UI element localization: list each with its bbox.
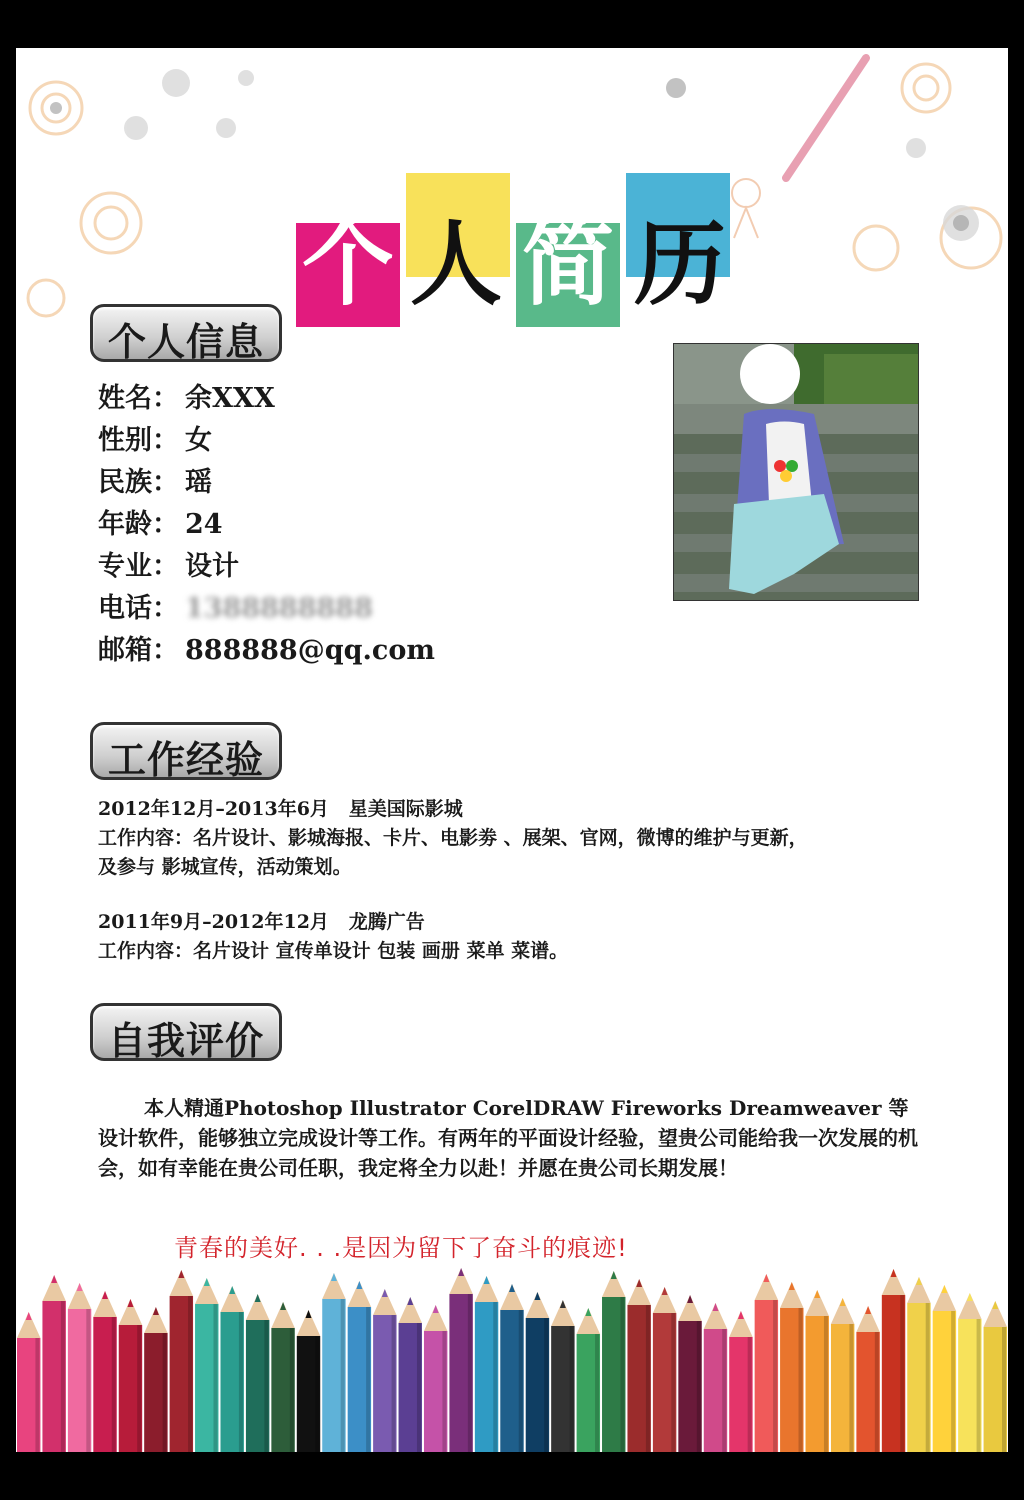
pencil [500, 1284, 523, 1452]
info-row-major: 专业： 设计 [98, 551, 239, 582]
pencil [475, 1276, 498, 1452]
info-row-name: 姓名： 余XXX [98, 383, 275, 414]
pencil [271, 1302, 294, 1452]
pencil [195, 1278, 218, 1452]
slogan: 青春的美好. . .是因为留下了奋斗的痕迹! [174, 1234, 628, 1262]
work-experience-heading: 工作经验 [90, 722, 282, 780]
self-evaluation-text: 本人精通Photoshop Illustrator CorelDRAW Fireworks Dreamweaver 等设计软件，能够独立完成设计等工作。有两年的平面设计经验，望贵公司能给我一次发展的机会，如有幸能在贵公司任职，我定将全力以赴！并愿在贵公司长期发展！ [98, 1096, 918, 1180]
pencil [373, 1289, 396, 1452]
job-entry-2 [98, 908, 568, 966]
pencil [627, 1279, 650, 1452]
pencil [602, 1271, 625, 1452]
pencil [984, 1301, 1007, 1452]
pencil [17, 1312, 40, 1452]
title-char-1: 个 [302, 210, 395, 318]
pencil [958, 1293, 981, 1452]
pencil [322, 1273, 345, 1452]
pencil [856, 1306, 879, 1452]
pencil [246, 1294, 269, 1452]
pencil [297, 1310, 320, 1452]
pencil [755, 1274, 778, 1452]
pencil [551, 1300, 574, 1452]
resume-title [296, 108, 766, 328]
job-1-period: 2012年12月–2013年6月 [98, 798, 329, 820]
face-blur-circle [740, 344, 800, 404]
pencil [704, 1303, 727, 1452]
job-1-desc-line-1: 工作内容：名片设计、影城海报、卡片、电影劵 、展架、官网，微博的维护与更新， [98, 827, 808, 849]
info-row-email: 邮箱： 888888@qq.com [98, 635, 435, 666]
info-row-phone: 电话： 1388888888 [98, 593, 373, 624]
title-char-3: 简 [522, 210, 615, 318]
job-2-desc-line-1: 工作内容：名片设计 宣传单设计 包装 画册 菜单 菜谱。 [98, 940, 569, 962]
pencil [119, 1299, 142, 1452]
personal-info-list [98, 378, 435, 672]
pencil [806, 1290, 829, 1452]
pencil [653, 1287, 676, 1452]
profile-photo [673, 343, 919, 601]
title-char-4: 历 [634, 210, 727, 318]
pencil [424, 1305, 447, 1452]
pencil [93, 1291, 116, 1452]
pencil [907, 1277, 930, 1452]
job-2-company: 龙腾广告 [348, 911, 425, 933]
pencil [144, 1307, 167, 1452]
job-1-company: 星美国际影城 [348, 798, 463, 820]
pencil [526, 1292, 549, 1452]
pencil [577, 1308, 600, 1452]
resume-page [16, 48, 1008, 1452]
job-2-period: 2011年9月–2012年12月 [98, 911, 329, 933]
job-entry-1 [98, 795, 808, 882]
pencil [220, 1286, 243, 1452]
pencil [348, 1281, 371, 1452]
pencil [729, 1311, 752, 1452]
pencil [780, 1282, 803, 1452]
self-evaluation-heading: 自我评价 [90, 1003, 282, 1061]
pencil [170, 1270, 193, 1452]
job-1-desc-line-2: 及参与 影城宣传，活动策划。 [98, 856, 352, 878]
colored-pencils-illustration [16, 1252, 1008, 1452]
job-2-header [98, 908, 568, 937]
info-row-age: 年龄： 24 [98, 509, 223, 540]
job-1-header [98, 795, 808, 824]
info-row-ethnicity: 民族： 瑶 [98, 467, 212, 498]
pencil [399, 1297, 422, 1452]
pencil [449, 1268, 472, 1452]
pencil [882, 1269, 905, 1452]
pencil [678, 1295, 701, 1452]
pencil [933, 1285, 956, 1452]
pencil [68, 1283, 91, 1452]
pencil [831, 1298, 854, 1452]
title-char-2: 人 [410, 210, 503, 318]
pencil [42, 1275, 65, 1452]
info-row-gender: 性别： 女 [98, 425, 212, 456]
personal-info-heading: 个人信息 [90, 304, 282, 362]
